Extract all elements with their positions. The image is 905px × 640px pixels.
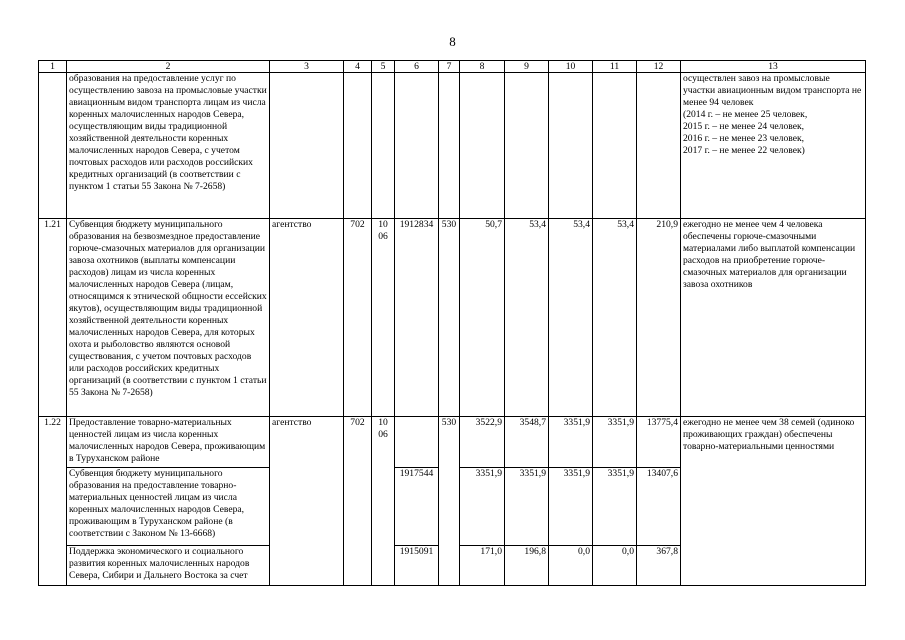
amount-2015: 3548,7	[505, 417, 549, 468]
amount-2017: 3351,9	[593, 417, 637, 468]
grbs-code: 702	[344, 417, 372, 586]
column-header: 9	[505, 61, 549, 73]
table-row	[39, 219, 866, 417]
section-code: 10 06	[372, 417, 395, 586]
column-header: 10	[549, 61, 593, 73]
column-header: 11	[593, 61, 637, 73]
column-header: 5	[372, 61, 395, 73]
amount-total: 367,8	[637, 546, 681, 586]
column-header: 7	[439, 61, 460, 73]
target-article: 1912834	[395, 219, 439, 417]
row-number: 1.22	[39, 417, 67, 586]
table-row	[39, 417, 866, 468]
column-header: 2	[67, 61, 270, 73]
amount-2015: 53,4	[505, 219, 549, 417]
amount-2017: 0,0	[593, 546, 637, 586]
column-header: 8	[460, 61, 505, 73]
column-header: 1	[39, 61, 67, 73]
activity-name: Субвенция бюджету муниципального образования на предоставление товарно-материальных ценностей лицам из числа коренных малочисленных народов Севера, проживающим в Туруханском районе (в соответствии с Законом № 13-6668)	[67, 468, 270, 546]
expense-type: 530	[439, 417, 460, 586]
amount-2014: 3522,9	[460, 417, 505, 468]
amount-2016: 3351,9	[549, 468, 593, 546]
column-header: 13	[681, 61, 866, 73]
row-number: 1.21	[39, 219, 67, 417]
activity-name: Субвенция бюджету муниципального образования на безвозмездное предоставление горюче-смазочных материалов для организации завоза охотников (выплаты компенсации расходов) лицам из числа коренных малочисленных народов Севера (лицам, относящимся к этнической общности ессейских якутов), осуществляющим виды традиционной хозяйственной деятельности коренных малочисленных народов Севера, для которых охота и рыболовство являются основой существования, с учетом почтовых расходов или расходов российских кредитных организаций (в соответствии с пунктом 1 статьи 55 Закона № 7-2658)	[67, 219, 270, 417]
agency: агентство	[270, 219, 344, 417]
agency: агентство	[270, 417, 344, 586]
column-header: 12	[637, 61, 681, 73]
amount-2017: 3351,9	[593, 468, 637, 546]
column-number-row	[39, 61, 866, 73]
amount-total: 13407,6	[637, 468, 681, 546]
table-row	[39, 73, 866, 219]
amount-2014: 171,0	[460, 546, 505, 586]
expected-result: ежегодно не менее чем 4 человека обеспечены горюче-смазочными материалами либо выплатой компенсации расходов на приобретение горюче-смазочных материалов для организации завоза охотников	[681, 219, 866, 417]
column-header: 6	[395, 61, 439, 73]
amount-2015: 3351,9	[505, 468, 549, 546]
amount-total: 13775,4	[637, 417, 681, 468]
expected-result: осуществлен завоз на промысловые участки авиационным видом транспорта не менее 94 человек (2014 г. – не менее 25 человек, 2015 г. – не менее 24 человек, 2016 г. – не менее 23 человек, 2017 г. – не менее 22 человек)	[681, 73, 866, 219]
target-article: 1915091	[395, 546, 439, 586]
amount-2014: 3351,9	[460, 468, 505, 546]
amount-2017: 53,4	[593, 219, 637, 417]
amount-2015: 196,8	[505, 546, 549, 586]
activity-name: образования на предоставление услуг по осуществлению завоза на промысловые участки авиационным видом транспорта лицам из числа коренных малочисленных народов Севера, осуществляющим виды традиционной хозяйственной деятельности коренных малочисленных народов Севера, с учетом почтовых расходов или расходов российских кредитных организаций (в соответствии с пунктом 1 статьи 55 Закона № 7-2658)	[67, 73, 270, 219]
program-activities-table	[38, 60, 866, 586]
amount-2014: 50,7	[460, 219, 505, 417]
amount-2016: 0,0	[549, 546, 593, 586]
expected-result: ежегодно не менее чем 38 семей (одиноко проживающих граждан) обеспечены товарно-материальными ценностями	[681, 417, 866, 586]
column-header: 3	[270, 61, 344, 73]
column-header: 4	[344, 61, 372, 73]
amount-2016: 3351,9	[549, 417, 593, 468]
amount-total: 210,9	[637, 219, 681, 417]
activity-name: Поддержка экономического и социального развития коренных малочисленных народов Севера, Сибири и Дальнего Востока за счет	[67, 546, 270, 586]
page-number: 8	[449, 34, 456, 49]
amount-2016: 53,4	[549, 219, 593, 417]
grbs-code: 702	[344, 219, 372, 417]
expense-type: 530	[439, 219, 460, 417]
activity-name: Предоставление товарно-материальных ценностей лицам из числа коренных малочисленных народов Севера, проживающим в Туруханском районе	[67, 417, 270, 468]
target-article: 1917544	[395, 468, 439, 546]
section-code: 10 06	[372, 219, 395, 417]
